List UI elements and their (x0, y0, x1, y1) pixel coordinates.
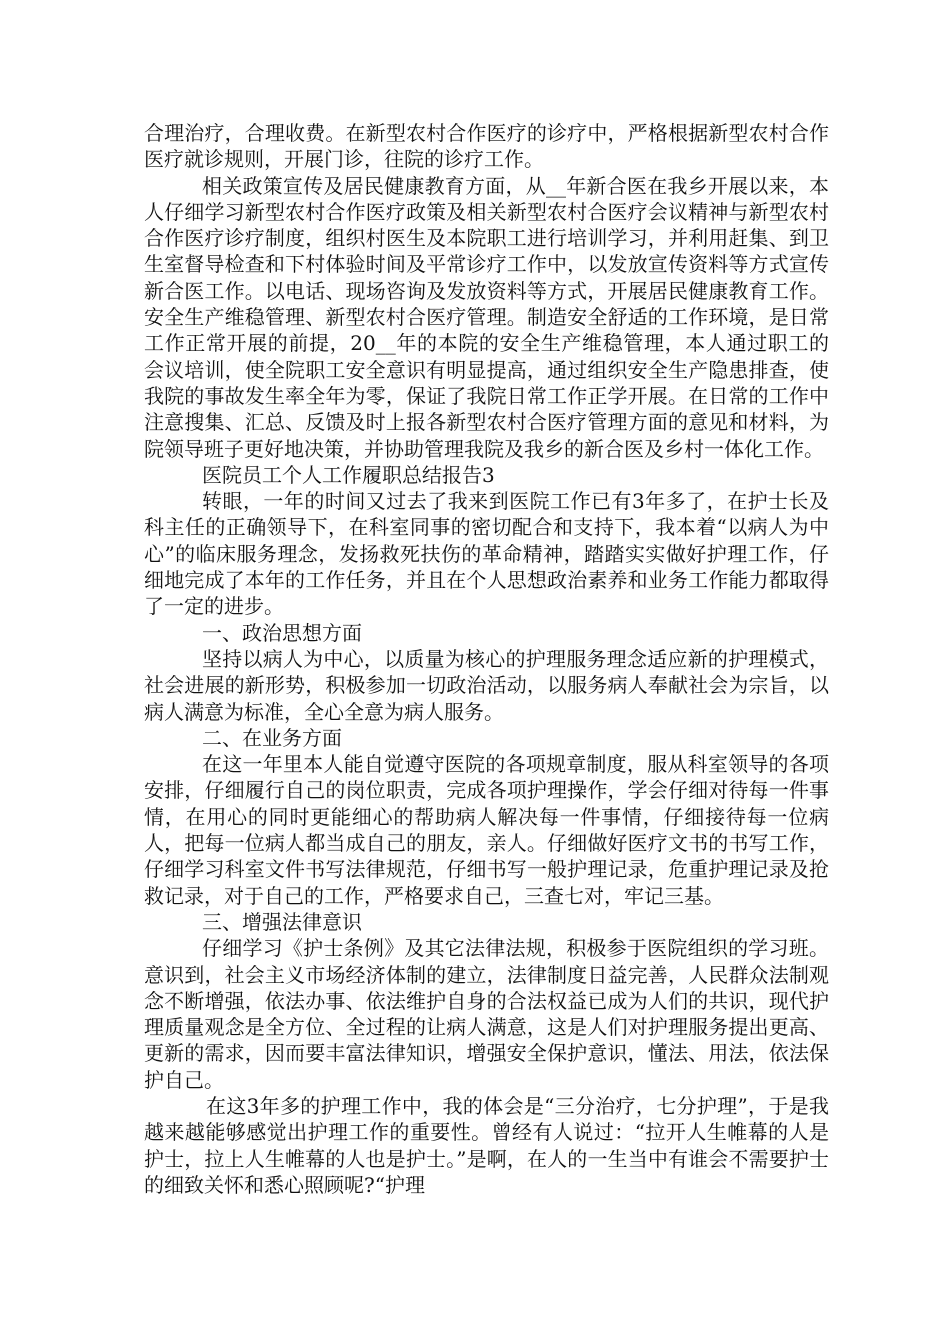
paragraph-intro: 转眼，一年的时间又过去了我来到医院工作已有3年多了，在护士长及科主任的正确领导下，在科室同事的密切配合和支持下，我本着“以病人为中心”的临床服务理念，发扬救死扶伤的革命精神，踏踏实实做好护理工作，仔细地完成了本年的工作任务，并且在个人思想政治素养和业务工作能力都取得了一定的进步。 (144, 489, 829, 619)
paragraph-law: 仔细学习《护士条例》及其它法律法规，积极参于医院组织的学习班。意识到，社会主义市场经济体制的建立，法律制度日益完善，人民群众法制观念不断增强，依法办事、依法维护自身的合法权益已成为人们的共识，现代护理质量观念是全方位、全过程的让病人满意，这是人们对护理服务提出更高、更新的需求，因而要丰富法律知识，增强安全保护意识，懂法、用法，依法保护自己。 (144, 936, 829, 1092)
paragraph-business: 在这一年里本人能自觉遵守医院的各项规章制度，服从科室领导的各项安排，仔细履行自己的岗位职责，完成各项护理操作，学会仔细对待每一件事情，在用心的同时更能细心的帮助病人解决每一件事情，仔细接待每一位病人，把每一位病人都当成自己的朋友，亲人。仔细做好医疗文书的书写工作，仔细学习科室文件书写法律规范，仔细书写一般护理记录，危重护理记录及抢救记录，对于自己的工作，严格要求自己，三查七对，牢记三基。 (144, 752, 829, 908)
paragraph-experience: 在这3年多的护理工作中，我的体会是“三分治疗，七分护理”，于是我越来越能够感觉出护理工作的重要性。曾经有人说过：“拉开人生帷幕的人是护士，拉上人生帷幕的人也是护士。”是啊，在人的一生当中有谁会不需要护士的细致关怀和悉心照顾呢?“护理 (144, 1093, 829, 1197)
section-heading-business: 二、在业务方面 (202, 725, 342, 750)
paragraph-continuation: 合理治疗，合理收费。在新型农村合作医疗的诊疗中，严格根据新型农村合作医疗就诊规则，开展门诊，往院的诊疗工作。 (144, 121, 829, 172)
section-heading-politics: 一、政治思想方面 (202, 620, 362, 645)
document-body (144, 120, 829, 1198)
report-title: 医院员工个人工作履职总结报告3 (202, 462, 495, 487)
paragraph-policy-publicity: 相关政策宣传及居民健康教育方面，从__年新合医在我乡开展以来，本人仔细学习新型农村合作医疗政策及相关新型农村合医疗会议精神与新型农村合作医疗诊疗制度，组织村医生及本院职工进行培训学习，并利用赶集、到卫生室督导检查和下村体验时间及平常诊疗工作中，以发放宣传资料等方式宣传新合医工作。以电话、现场咨询及发放资料等方式，开展居民健康教育工作。安全生产维稳管理、新型农村合医疗管理。制造安全舒适的工作环境，是日常工作正常开展的前提，20__年的本院的安全生产维稳管理，本人通过职工的会议培训，使全院职工安全意识有明显提高，通过组织安全生产隐患排查，使我院的事故发生率全年为零，保证了我院日常工作正学开展。在日常的工作中注意搜集、汇总、反馈及时上报各新型农村合医疗管理方面的意见和材料，为院领导班子更好地决策，并协助管理我院及我乡的新合医及乡村一体化工作。 (144, 173, 829, 461)
section-heading-law: 三、增强法律意识 (202, 909, 362, 934)
paragraph-politics: 坚持以病人为中心，以质量为核心的护理服务理念适应新的护理模式，社会进展的新形势，积极参加一切政治活动，以服务病人奉献社会为宗旨，以病人满意为标准，全心全意为病人服务。 (144, 646, 829, 724)
